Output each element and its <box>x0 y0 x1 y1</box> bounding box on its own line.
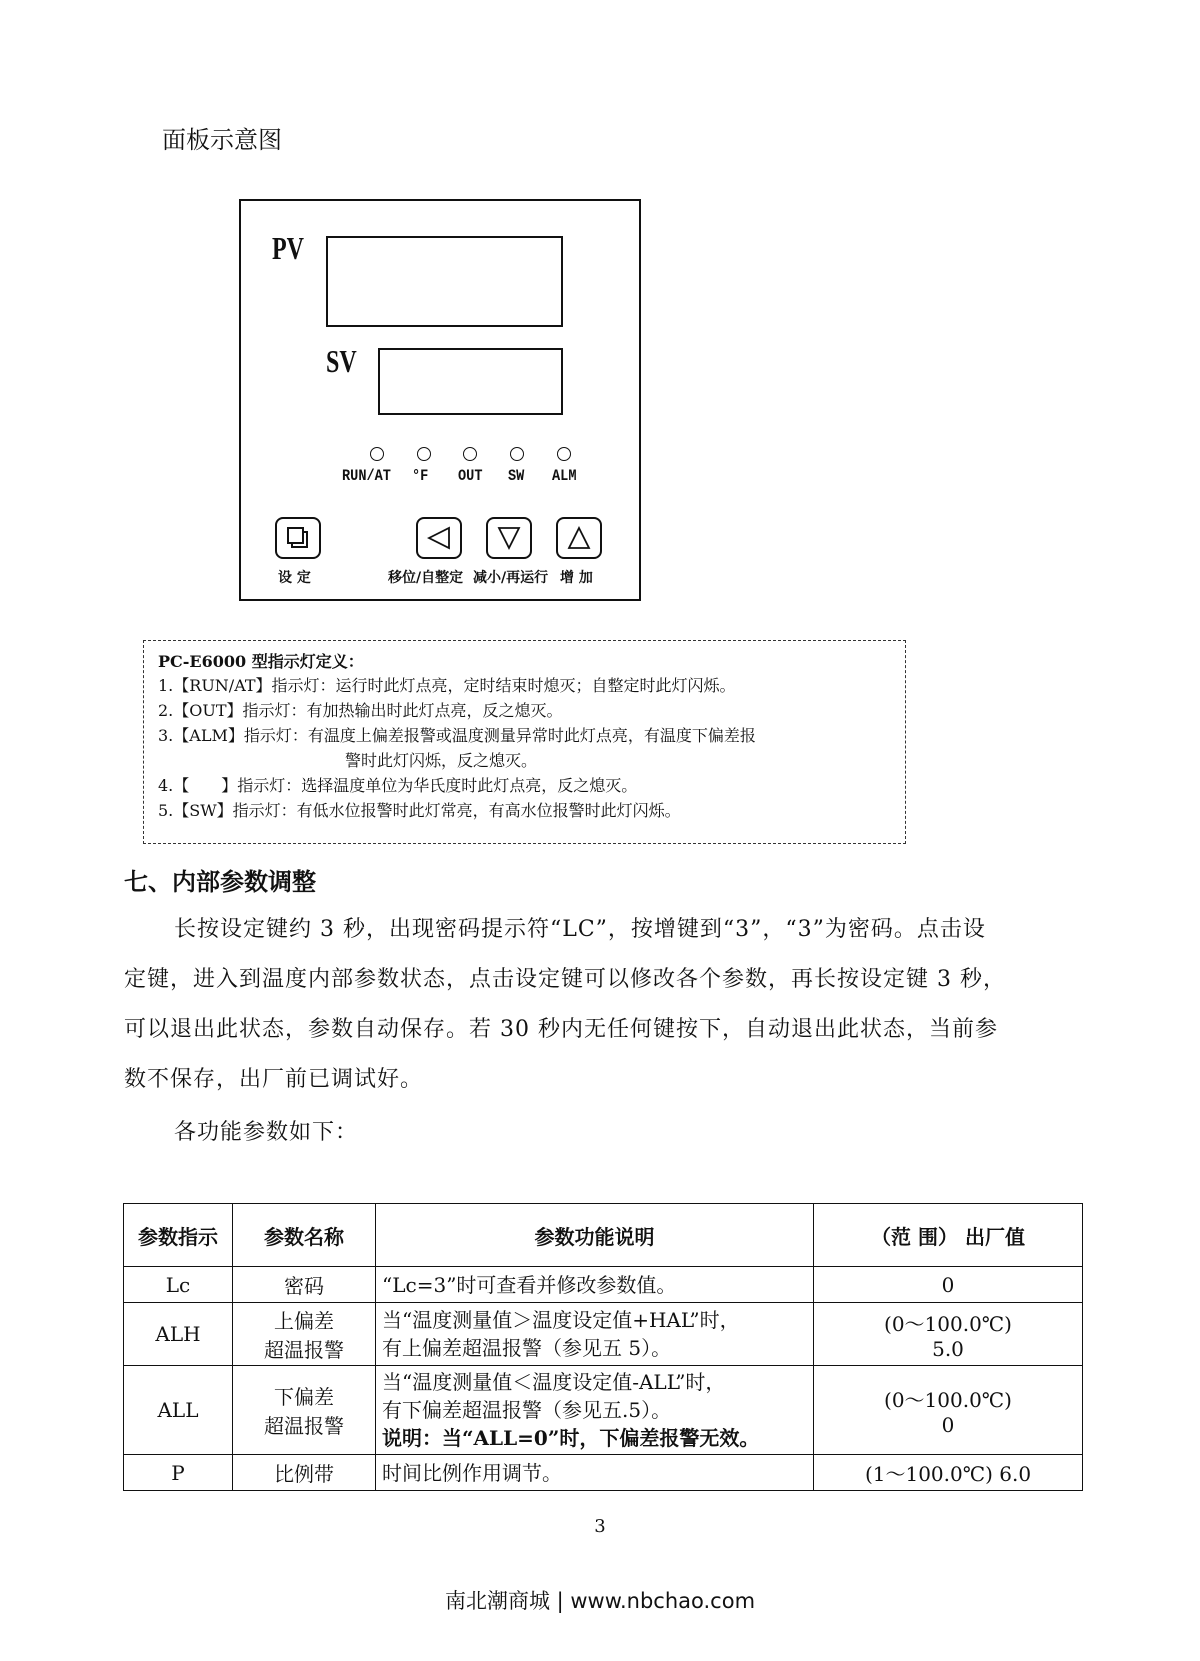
footer-watermark: 南北潮商城 | www.nbchao.com <box>444 1589 756 1613</box>
name-line: 超温报警 <box>264 1338 344 1362</box>
param-code: ALH <box>124 1303 233 1366</box>
definition-box-title: PC-E6000 型指示灯定义： <box>158 652 364 671</box>
left-triangle-icon <box>425 524 453 552</box>
paragraph-line: 可以退出此状态，参数自动保存。若 30 秒内无任何键按下，自动退出此状态，当前参 <box>124 1017 998 1042</box>
param-range <box>814 1303 1083 1366</box>
param-code: P <box>124 1455 233 1491</box>
decrease-rerun-key <box>486 517 532 559</box>
led-run-at <box>370 447 384 461</box>
indicator-label-run-at: RUN/AT <box>342 467 391 485</box>
down-triangle-icon <box>495 524 523 552</box>
definition-line: 2.【OUT】指示灯：有加热输出时此灯点亮，反之熄灭。 <box>158 701 563 720</box>
paragraph-line: 数不保存，出厂前已调试好。 <box>124 1067 424 1092</box>
desc-line: 有下偏差超温报警（参见五.5）。 <box>382 1398 672 1422</box>
desc-line: 有上偏差超温报警（参见五 5）。 <box>382 1336 672 1360</box>
range-line: 5.0 <box>932 1336 964 1361</box>
param-description <box>376 1303 814 1366</box>
increase-key-label: 增 加 <box>560 570 593 586</box>
range-line: 0 <box>941 1412 955 1437</box>
desc-note: 说明：当“ALL=0”时，下偏差报警无效。 <box>382 1426 760 1450</box>
led-out <box>463 447 477 461</box>
definition-line: 1.【RUN/AT】指示灯：运行时此灯点亮，定时结束时熄灭；自整定时此灯闪烁。 <box>158 676 736 695</box>
shift-autotune-key-label: 移位/自整定 <box>388 570 464 586</box>
paragraph-line: 定键，进入到温度内部参数状态，点击设定键可以修改各个参数，再长按设定键 3 秒， <box>124 967 1006 992</box>
table-row <box>124 1366 1083 1455</box>
param-range <box>814 1366 1083 1455</box>
header-description: 参数功能说明 <box>376 1204 814 1267</box>
range-line: (0～100.0℃) <box>884 1311 1012 1336</box>
panel-diagram-title: 面板示意图 <box>162 126 282 154</box>
desc-line: 当“温度测量值＜温度设定值-ALL”时， <box>382 1370 726 1394</box>
param-range: (1～100.0℃) 6.0 <box>814 1455 1083 1491</box>
decrease-rerun-key-label: 减小/再运行 <box>473 570 549 586</box>
param-code: ALL <box>124 1366 233 1455</box>
pv-label: PV <box>272 230 304 266</box>
parameter-table <box>123 1203 1083 1491</box>
header-name: 参数名称 <box>233 1204 376 1267</box>
indicator-label-fahrenheit: °F <box>412 467 429 485</box>
param-description <box>376 1366 814 1455</box>
param-name: 密码 <box>233 1267 376 1303</box>
param-name <box>233 1303 376 1366</box>
definition-line: 4.【 】指示灯：选择温度单位为华氏度时此灯点亮，反之熄灭。 <box>158 776 638 795</box>
led-sw <box>510 447 524 461</box>
indicator-label-sw: SW <box>508 467 525 485</box>
led-fahrenheit <box>417 447 431 461</box>
sv-label: SV <box>326 343 357 379</box>
definition-line: 5.【SW】指示灯：有低水位报警时此灯常亮，有高水位报警时此灯闪烁。 <box>158 801 681 820</box>
name-line: 上偏差 <box>274 1309 334 1333</box>
definition-line: 3.【ALM】指示灯：有温度上偏差报警或温度测量异常时此灯点亮，有温度下偏差报 <box>158 726 756 745</box>
table-header-row <box>124 1204 1083 1267</box>
led-alm <box>557 447 571 461</box>
param-range: 0 <box>814 1267 1083 1303</box>
param-name: 比例带 <box>233 1455 376 1491</box>
section-heading: 七、内部参数调整 <box>124 868 316 896</box>
pv-display <box>326 236 563 327</box>
up-triangle-icon <box>565 524 593 552</box>
indicator-label-out: OUT <box>458 467 483 485</box>
name-line: 超温报警 <box>264 1414 344 1438</box>
set-key <box>275 517 321 559</box>
sv-display <box>378 348 563 415</box>
header-range-default: （范 围） 出厂值 <box>814 1204 1083 1267</box>
page-number: 3 <box>594 1516 606 1537</box>
desc-line: 当“温度测量值＞温度设定值+HAL”时， <box>382 1308 740 1332</box>
table-intro: 各功能参数如下： <box>174 1120 359 1145</box>
table-row <box>124 1267 1083 1303</box>
shift-autotune-key <box>416 517 462 559</box>
paragraph-line: 长按设定键约 3 秒，出现密码提示符“LC”，按增键到“3”，“3”为密码。点击设 <box>174 917 986 942</box>
set-key-label: 设 定 <box>278 570 311 586</box>
definition-line: 警时此灯闪烁，反之熄灭。 <box>345 751 538 770</box>
param-description: 时间比例作用调节。 <box>376 1455 814 1491</box>
header-code: 参数指示 <box>124 1204 233 1267</box>
set-square-icon <box>285 525 311 551</box>
param-description: “Lc=3”时可查看并修改参数值。 <box>376 1267 814 1303</box>
range-line: (0～100.0℃) <box>884 1387 1012 1412</box>
param-name <box>233 1366 376 1455</box>
indicator-label-alm: ALM <box>552 467 577 485</box>
param-code: Lc <box>124 1267 233 1303</box>
name-line: 下偏差 <box>274 1385 334 1409</box>
increase-key <box>556 517 602 559</box>
table-row <box>124 1455 1083 1491</box>
table-row <box>124 1303 1083 1366</box>
